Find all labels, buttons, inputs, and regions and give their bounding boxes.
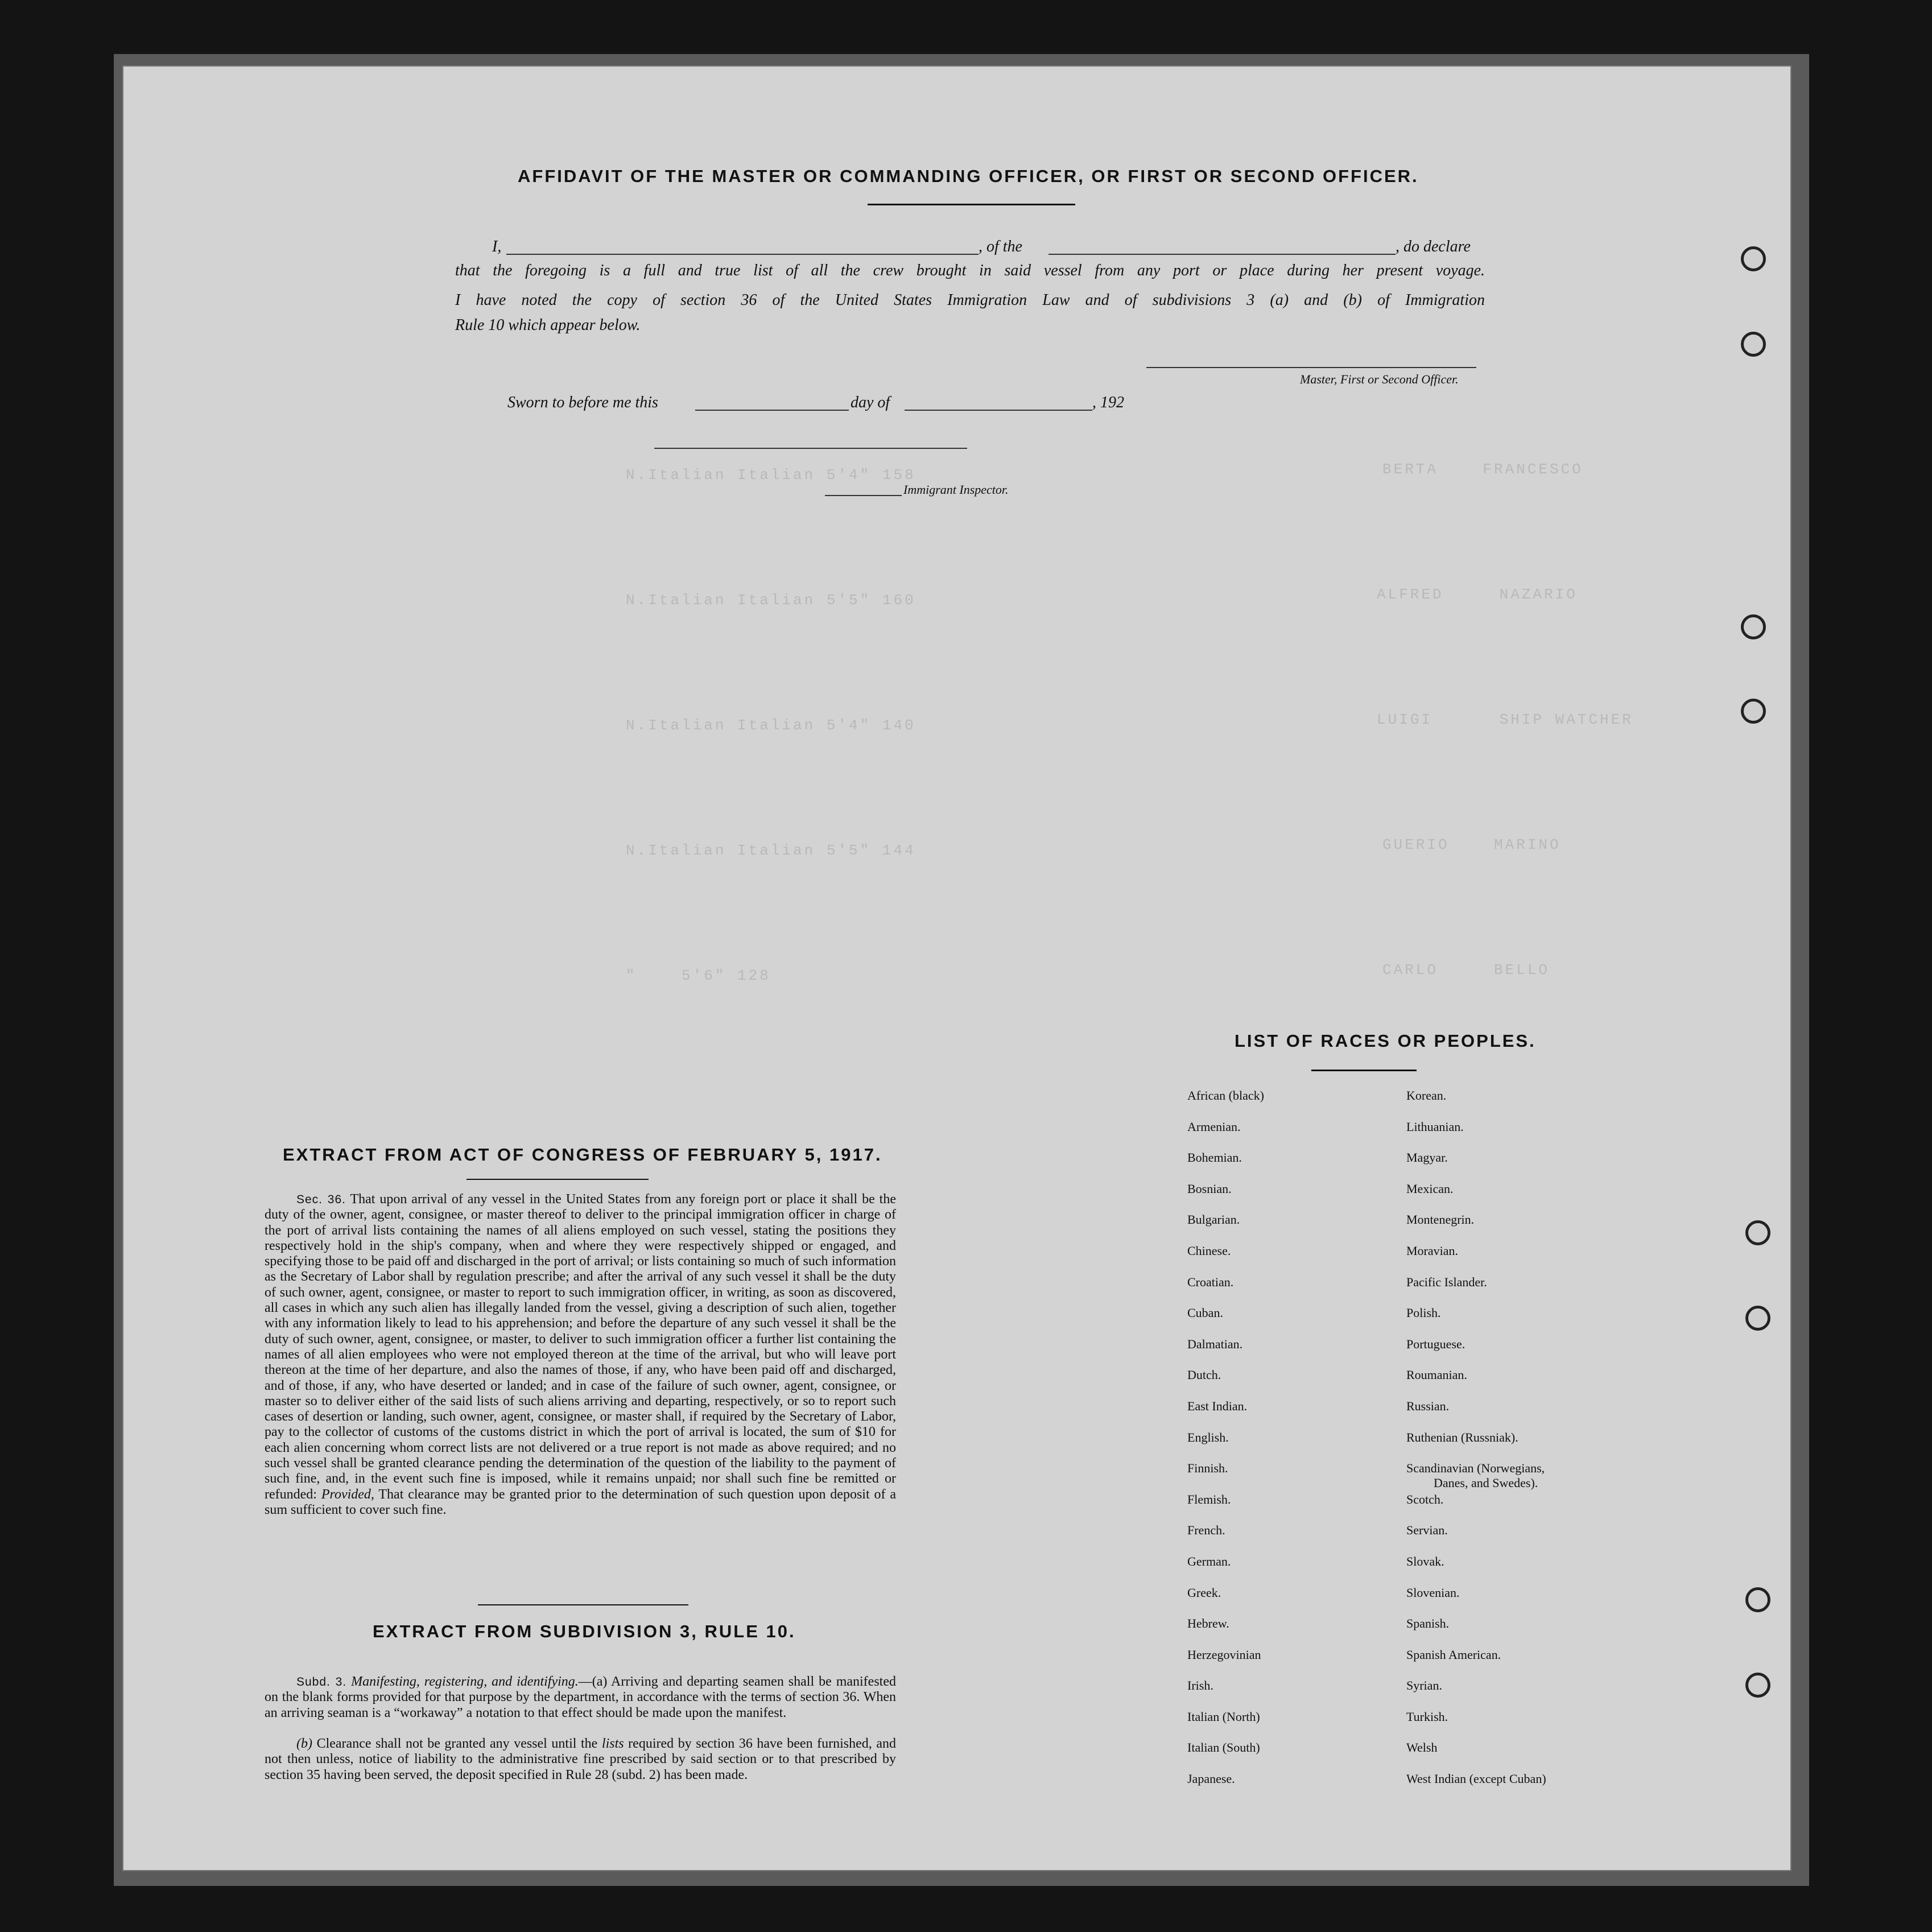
affidavit-line-2: I have noted the copy of section 36 of the United States Immigration Law and of subdivisions 3 (a) and (b) of Immigration	[455, 291, 1485, 309]
affidavit-i-label: I,	[492, 238, 502, 255]
affidavit-title: AFFIDAVIT OF THE MASTER OR COMMANDING OFFICER, OR FIRST OR SECOND OFFICER.	[518, 166, 1419, 186]
race-item: Korean.	[1406, 1088, 1447, 1103]
race-item: Bulgarian.	[1187, 1212, 1240, 1227]
race-item: Finnish.	[1187, 1461, 1228, 1476]
race-item: Moravian.	[1406, 1243, 1459, 1258]
race-item: Greek.	[1187, 1585, 1221, 1600]
affidavit-declare-label: , do declare	[1396, 238, 1471, 255]
act-title-underline	[467, 1179, 649, 1180]
act-extract-title: EXTRACT FROM ACT OF CONGRESS OF FEBRUARY 5, 1917.	[283, 1145, 882, 1165]
race-item: Bosnian.	[1187, 1181, 1232, 1196]
race-item: Dutch.	[1187, 1368, 1221, 1382]
rule-extract-title: EXTRACT FROM SUBDIVISION 3, RULE 10.	[373, 1621, 796, 1641]
day-of-label: day of	[851, 394, 890, 411]
race-item-continuation: Danes, and Swedes).	[1434, 1476, 1538, 1491]
affidavit-line-1: that the foregoing is a full and true list of all the crew brought in said vessel from any port or place during her present voyage.	[455, 262, 1485, 279]
subdivision-a-paragraph	[265, 1674, 896, 1721]
binder-hole-icon	[1741, 246, 1766, 271]
race-item: Japanese.	[1187, 1772, 1235, 1786]
binder-hole-icon	[1745, 1587, 1770, 1612]
binder-hole-icon	[1741, 614, 1766, 639]
race-item: Servian.	[1406, 1523, 1448, 1538]
rule-extract-divider	[478, 1604, 688, 1605]
race-item: Turkish.	[1406, 1709, 1448, 1724]
race-item: Hebrew.	[1187, 1616, 1229, 1631]
inspector-caption: Immigrant Inspector.	[903, 482, 1009, 497]
race-item: Herzegovinian	[1187, 1647, 1261, 1662]
race-item: Croatian.	[1187, 1274, 1234, 1289]
race-item: German.	[1187, 1554, 1231, 1568]
race-item: Polish.	[1406, 1306, 1441, 1320]
provided-text: That clearance may be granted prior to the determination of such question upon deposit of a sum sufficient to cover such fine.	[265, 1487, 897, 1517]
race-item: Slovak.	[1406, 1554, 1444, 1568]
race-item: Chinese.	[1187, 1243, 1231, 1258]
race-item: Scandinavian (Norwegians,	[1406, 1461, 1545, 1476]
race-item: Portuguese.	[1406, 1336, 1465, 1351]
provided-label: Provided,	[321, 1487, 374, 1502]
inspector-name-field[interactable]	[825, 495, 902, 496]
race-item: West Indian (except Cuban)	[1406, 1772, 1546, 1786]
race-item: Russian.	[1406, 1398, 1450, 1413]
subd-b-label: (b)	[296, 1736, 312, 1751]
race-item: Irish.	[1187, 1678, 1213, 1693]
race-item: English.	[1187, 1430, 1229, 1444]
subd-label: Subd. 3.	[296, 1675, 347, 1689]
affidavit-line-3: Rule 10 which appear below.	[455, 316, 641, 334]
binder-hole-icon	[1745, 1220, 1770, 1245]
races-left-column	[1187, 1088, 1264, 1803]
binder-hole-icon	[1741, 699, 1766, 724]
binder-hole-icon	[1745, 1673, 1770, 1698]
binder-hole-icon	[1741, 332, 1766, 357]
subdivision-b-paragraph	[265, 1736, 896, 1783]
race-item: French.	[1187, 1523, 1225, 1538]
sworn-label: Sworn to before me this	[507, 394, 658, 411]
race-item: Spanish American.	[1406, 1647, 1501, 1662]
subd-b-text-2: required by section 36 have been furnished, and not then unless, notice of liability to the administrative fine prescribed by said section or to that prescribed by section 35 having been served, the deposit specified in Rule 28 (subd. 2) has been made.	[265, 1736, 897, 1782]
subd-b-text-1: Clearance shall not be granted any vessel until the	[316, 1736, 598, 1751]
race-item: Dalmatian.	[1187, 1336, 1243, 1351]
race-item: Syrian.	[1406, 1678, 1442, 1693]
vessel-name-field[interactable]	[1048, 254, 1396, 255]
race-item: Montenegrin.	[1406, 1212, 1475, 1227]
year-label: , 192	[1092, 394, 1124, 411]
race-item: Slovenian.	[1406, 1585, 1460, 1600]
subd-b-lists: lists	[601, 1736, 624, 1751]
subd-heading: Manifesting, registering, and identifying.	[351, 1674, 579, 1689]
races-title-underline	[1311, 1070, 1417, 1071]
race-item: African (black)	[1187, 1088, 1264, 1103]
race-item: Scotch.	[1406, 1492, 1444, 1506]
section-36-paragraph	[265, 1192, 896, 1518]
race-item: Italian (South)	[1187, 1740, 1260, 1755]
race-item: Spanish.	[1406, 1616, 1450, 1631]
race-item: Mexican.	[1406, 1181, 1454, 1196]
race-item: East Indian.	[1187, 1398, 1248, 1413]
binder-hole-icon	[1745, 1306, 1770, 1331]
race-item: Pacific Islander.	[1406, 1274, 1487, 1289]
section-36-label: Sec. 36.	[296, 1193, 346, 1206]
title-underline	[868, 204, 1075, 205]
officer-signature-caption: Master, First or Second Officer.	[1300, 372, 1459, 386]
race-item-scandinavian	[1406, 1461, 1546, 1492]
subd-a-text: —(a) Arriving and departing seamen shall be manifested on the blank forms provided for that purpose by the department, in accordance with the terms of section 36. When an arriving seaman is a “workaway” a notation to that effect should be made upon the manifest.	[265, 1674, 896, 1720]
race-item: Welsh	[1406, 1740, 1438, 1755]
officer-signature-field[interactable]	[1146, 367, 1476, 368]
race-item: Armenian.	[1187, 1119, 1241, 1134]
race-item: Bohemian.	[1187, 1150, 1242, 1165]
section-36-text: That upon arrival of any vessel in the United States from any foreign port or place it shall be the duty of the owner, agent, consignee, or master thereof to deliver to the principal immigration officer in charge of the port of arrival lists containing the names of all aliens employed on such vessel, stating the positions they respectively hold in the ship's company, when and where they were respectively shipped or engaged, and specifying those to be paid off and discharged in the port of arrival; or lists containing so much of such information as the Secretary of Labor shall by regulation prescribe; and after the arrival of any such vessel it shall be the duty of such owner, agent, consignee, or master to report to such immigration officer, in writing, as soon as discovered, all cases in which any such alien has illegally landed from the vessel, giving a description of such alien, together with any information likely to lead to his apprehension; and before the departure of any such vessel it shall be the duty of such owner, agent, consignee, or master, to deliver to such immigration officer a further list containing the names of all alien employees who were not employed thereon at the time of the arrival, but who will leave port thereon at the time of her departure, and also the names of those, if any, who have been paid off and discharged, and of those, if any, who have deserted or landed; and in case of the failure of such owner, agent, consignee, or master so to deliver either of the said lists of such aliens arriving and departing, respectively, or so to report such cases of desertion or landing, such owner, agent, consignee, or master shall, if required by the Secretary of Labor, pay to the collector of customs of the customs district in which the port of arrival is located, the sum of $10 for each alien concerning whom correct lists are not delivered or a true report is not made as above required; and no such vessel shall be granted clearance pending the determination of the question of the liability to the payment of such fine, and, in the event such fine is imposed, while it remains unpaid; nor shall such fine be remitted or refunded:	[265, 1192, 896, 1502]
race-item: Lithuanian.	[1406, 1119, 1464, 1134]
race-item: Cuban.	[1187, 1306, 1223, 1320]
races-title: LIST OF RACES OR PEOPLES.	[1235, 1031, 1536, 1051]
race-item: Italian (North)	[1187, 1709, 1260, 1724]
race-item: Magyar.	[1406, 1150, 1448, 1165]
race-item: Flemish.	[1187, 1492, 1231, 1506]
race-item: Roumanian.	[1406, 1368, 1467, 1382]
master-name-field[interactable]	[506, 254, 979, 255]
race-item: Ruthenian (Russniak).	[1406, 1430, 1518, 1444]
affidavit-of-the-label: , of the	[979, 238, 1022, 255]
inspector-signature-field[interactable]	[654, 448, 967, 449]
sworn-day-field[interactable]	[695, 410, 849, 411]
sworn-month-field[interactable]	[905, 410, 1092, 411]
races-right-column	[1406, 1088, 1546, 1803]
